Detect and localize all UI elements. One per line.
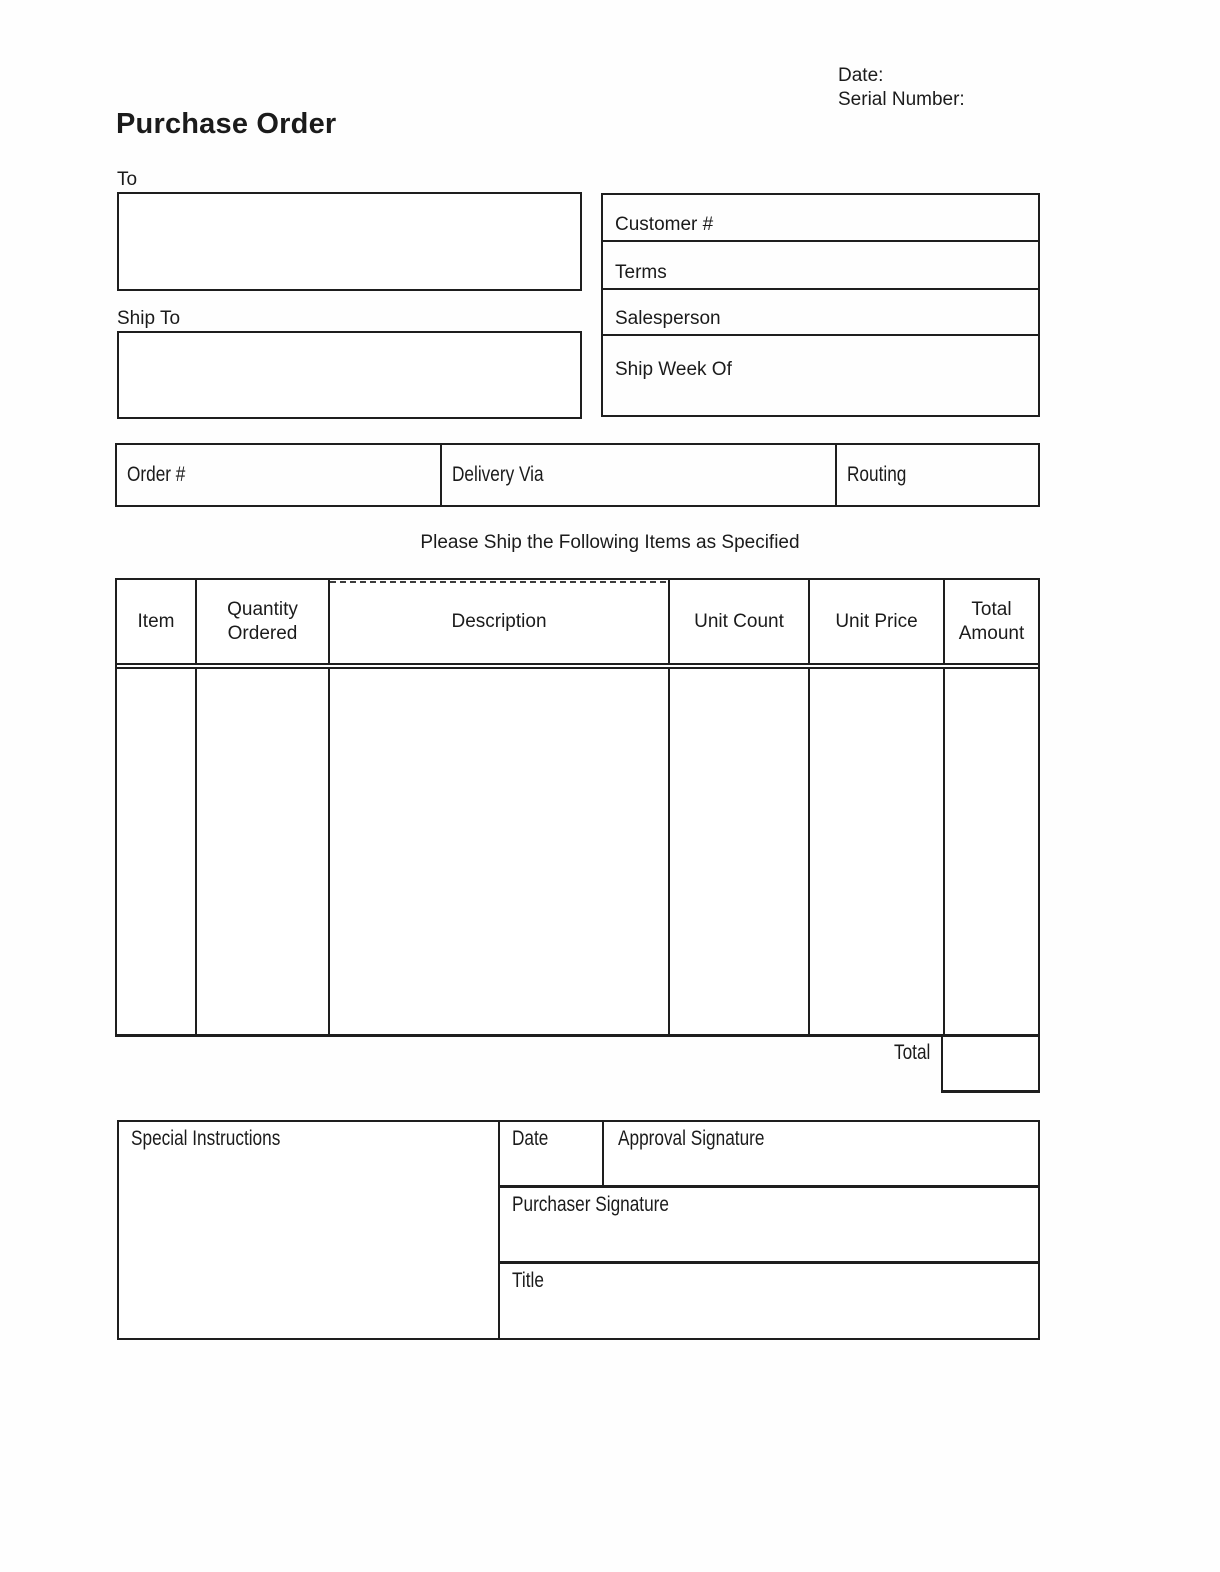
ship-week-label: Ship Week Of	[615, 359, 732, 380]
ship-week-field[interactable]	[603, 336, 1038, 415]
description-column-cell[interactable]	[330, 669, 670, 1034]
dashed-line	[330, 581, 666, 583]
purchaser-signature-label: Purchaser Signature	[512, 1193, 669, 1216]
delivery-via-label: Delivery Via	[452, 463, 544, 486]
customer-number-field[interactable]	[603, 195, 1038, 242]
order-number-field[interactable]	[117, 445, 442, 505]
ship-to-address-field[interactable]	[117, 331, 582, 419]
approval-signature-field[interactable]	[604, 1122, 1038, 1185]
col-header-total-amount: Total Amount	[958, 598, 1025, 644]
page-title: Purchase Order	[116, 108, 337, 140]
quantity-column-cell[interactable]	[197, 669, 330, 1034]
signature-section	[117, 1120, 1040, 1340]
to-label: To	[117, 169, 138, 190]
special-instructions-label: Special Instructions	[131, 1127, 281, 1150]
date-label: Date:	[838, 65, 884, 86]
date-field-label: Date	[512, 1127, 549, 1150]
serial-number-label: Serial Number:	[838, 89, 965, 110]
ship-instruction-text: Please Ship the Following Items as Specified	[420, 532, 800, 553]
total-amount-column-cell[interactable]	[945, 669, 1038, 1034]
special-instructions-field[interactable]	[119, 1122, 500, 1338]
items-table	[115, 578, 1040, 1037]
title-field-label: Title	[512, 1269, 544, 1292]
signature-right-column	[500, 1122, 1038, 1338]
col-header-quantity-ordered: Quantity Ordered	[197, 580, 330, 663]
customer-number-label: Customer #	[615, 214, 714, 235]
routing-label: Routing	[847, 463, 907, 486]
items-table-body-row	[117, 667, 1038, 1034]
unit-count-column-cell[interactable]	[670, 669, 810, 1034]
col-header-unit-count: Unit Count	[670, 580, 810, 663]
item-column-cell[interactable]	[117, 669, 197, 1034]
delivery-via-field[interactable]	[442, 445, 837, 505]
order-info-box	[601, 193, 1040, 417]
salesperson-label: Salesperson	[615, 308, 721, 329]
total-label: Total	[893, 1041, 930, 1064]
salesperson-field[interactable]	[603, 290, 1038, 336]
approval-signature-label: Approval Signature	[618, 1127, 765, 1150]
to-address-field[interactable]	[117, 192, 582, 291]
col-header-description: Description	[330, 580, 670, 663]
items-table-header	[117, 580, 1038, 665]
col-header-unit-price: Unit Price	[810, 580, 945, 663]
unit-price-column-cell[interactable]	[810, 669, 945, 1034]
meta-block	[838, 64, 965, 112]
date-field[interactable]	[500, 1122, 604, 1185]
terms-field[interactable]	[603, 242, 1038, 290]
order-number-label: Order #	[127, 463, 186, 486]
grand-total-field[interactable]	[941, 1037, 1040, 1093]
total-label-wrap	[700, 1041, 930, 1065]
date-approval-row	[500, 1122, 1038, 1188]
ship-to-label: Ship To	[117, 308, 181, 329]
routing-field[interactable]	[837, 445, 1038, 505]
col-header-item: Item	[117, 580, 197, 663]
purchaser-signature-field[interactable]	[500, 1188, 1038, 1264]
order-meta-row	[115, 443, 1040, 507]
terms-label: Terms	[615, 262, 667, 283]
title-field[interactable]	[500, 1264, 1038, 1338]
